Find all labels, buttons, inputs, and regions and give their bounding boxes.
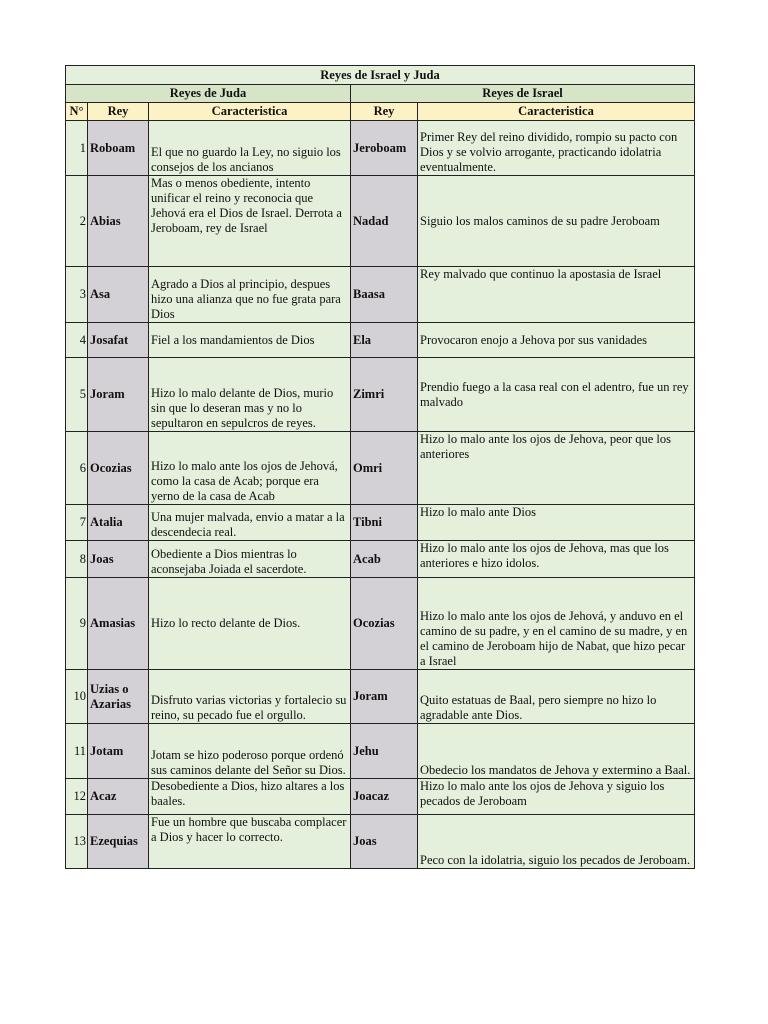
israel-king-description: Hizo lo malo ante los ojos de Jehova, peor que los anteriores xyxy=(418,432,695,505)
israel-king-description: Prendio fuego a la casa real con el adentro, fue un rey malvado xyxy=(418,358,695,432)
juda-king-name: Asa xyxy=(88,267,149,323)
row-number: 3 xyxy=(66,267,88,323)
juda-king-description: Una mujer malvada, envio a matar a la descendecia real. xyxy=(149,505,351,541)
israel-king-name: Tibni xyxy=(351,505,418,541)
row-number: 11 xyxy=(66,724,88,779)
row-number: 6 xyxy=(66,432,88,505)
israel-king-name: Baasa xyxy=(351,267,418,323)
row-number: 13 xyxy=(66,815,88,869)
israel-king-description: Hizo lo malo ante los ojos de Jehová, y anduvo en el camino de su padre, y en el camino de su madre, y en el camino de Jeroboam hijo de Nabat, que hizo pecar a Israel xyxy=(418,578,695,670)
israel-king-description: Siguio los malos caminos de su padre Jeroboam xyxy=(418,176,695,267)
juda-king-description: Disfruto varias victorias y fortalecio su reino, su pecado fue el orgullo. xyxy=(149,670,351,724)
israel-king-description: Peco con la idolatria, siguio los pecados de Jeroboam. xyxy=(418,815,695,869)
table-row xyxy=(66,121,695,176)
row-number: 8 xyxy=(66,541,88,578)
juda-king-name: Roboam xyxy=(88,121,149,176)
israel-king-name: Joram xyxy=(351,670,418,724)
juda-king-name: Jotam xyxy=(88,724,149,779)
table-row xyxy=(66,670,695,724)
kings-table xyxy=(65,65,695,869)
israel-king-name: Ela xyxy=(351,323,418,358)
juda-king-description: Desobediente a Dios, hizo altares a los baales. xyxy=(149,779,351,815)
juda-king-name: Amasias xyxy=(88,578,149,670)
row-number: 5 xyxy=(66,358,88,432)
juda-king-description: Hizo lo malo delante de Dios, murio sin que lo deseran mas y no lo sepultaron en sepulcros de reyes. xyxy=(149,358,351,432)
israel-king-description: Hizo lo malo ante los ojos de Jehova, mas que los anteriores e hizo idolos. xyxy=(418,541,695,578)
group-header-israel: Reyes de Israel xyxy=(351,85,695,103)
column-header-rey-juda: Rey xyxy=(88,103,149,121)
israel-king-description: Hizo lo malo ante los ojos de Jehova y siguio los pecados de Jeroboam xyxy=(418,779,695,815)
table-row xyxy=(66,779,695,815)
juda-king-description: Jotam se hizo poderoso porque ordenó sus caminos delante del Señor su Dios. xyxy=(149,724,351,779)
israel-king-name: Joas xyxy=(351,815,418,869)
row-number: 10 xyxy=(66,670,88,724)
table-row xyxy=(66,541,695,578)
juda-king-name: Atalia xyxy=(88,505,149,541)
israel-king-name: Zimri xyxy=(351,358,418,432)
table-row xyxy=(66,815,695,869)
group-header-juda: Reyes de Juda xyxy=(66,85,351,103)
table-row xyxy=(66,358,695,432)
table-row xyxy=(66,505,695,541)
israel-king-name: Jehu xyxy=(351,724,418,779)
juda-king-name: Joas xyxy=(88,541,149,578)
row-number: 2 xyxy=(66,176,88,267)
juda-king-name: Abias xyxy=(88,176,149,267)
israel-king-name: Jeroboam xyxy=(351,121,418,176)
table-row xyxy=(66,724,695,779)
juda-king-name: Josafat xyxy=(88,323,149,358)
row-number: 4 xyxy=(66,323,88,358)
juda-king-name: Joram xyxy=(88,358,149,432)
column-header-rey-israel: Rey xyxy=(351,103,418,121)
israel-king-description: Rey malvado que continuo la apostasia de Israel xyxy=(418,267,695,323)
row-number: 9 xyxy=(66,578,88,670)
israel-king-description: Provocaron enojo a Jehova por sus vanidades xyxy=(418,323,695,358)
juda-king-description: Hizo lo malo ante los ojos de Jehová, como la casa de Acab; porque era yerno de la casa de Acab xyxy=(149,432,351,505)
column-header-caracteristica-israel: Caracteristica xyxy=(418,103,695,121)
juda-king-description: Agrado a Dios al principio, despues hizo una alianza que no fue grata para Dios xyxy=(149,267,351,323)
juda-king-description: Obediente a Dios mientras lo aconsejaba Joiada el sacerdote. xyxy=(149,541,351,578)
israel-king-name: Joacaz xyxy=(351,779,418,815)
juda-king-name: Acaz xyxy=(88,779,149,815)
table-row xyxy=(66,267,695,323)
israel-king-description: Quito estatuas de Baal, pero siempre no hizo lo agradable ante Dios. xyxy=(418,670,695,724)
juda-king-name: Ocozias xyxy=(88,432,149,505)
table-row xyxy=(66,432,695,505)
juda-king-description: Hizo lo recto delante de Dios. xyxy=(149,578,351,670)
row-number: 7 xyxy=(66,505,88,541)
juda-king-name: Uzias o Azarias xyxy=(88,670,149,724)
israel-king-name: Omri xyxy=(351,432,418,505)
israel-king-name: Nadad xyxy=(351,176,418,267)
juda-king-name: Ezequias xyxy=(88,815,149,869)
column-header-caracteristica-juda: Caracteristica xyxy=(149,103,351,121)
table-row xyxy=(66,578,695,670)
juda-king-description: Fue un hombre que buscaba complacer a Dios y hacer lo correcto. xyxy=(149,815,351,869)
juda-king-description: Mas o menos obediente, intento unificar el reino y reconocia que Jehová era el Dios de Israel. Derrota a Jeroboam, rey de Israel xyxy=(149,176,351,267)
juda-king-description: El que no guardo la Ley, no siguio los consejos de los ancianos xyxy=(149,121,351,176)
table-title: Reyes de Israel y Juda xyxy=(66,66,695,85)
column-header-number: N° xyxy=(66,103,88,121)
israel-king-description: Primer Rey del reino dividido, rompio su pacto con Dios y se volvio arrogante, practicando idolatria eventualmente. xyxy=(418,121,695,176)
table-row xyxy=(66,176,695,267)
israel-king-name: Acab xyxy=(351,541,418,578)
israel-king-description: Obedecio los mandatos de Jehova y extermino a Baal. xyxy=(418,724,695,779)
israel-king-description: Hizo lo malo ante Dios xyxy=(418,505,695,541)
row-number: 1 xyxy=(66,121,88,176)
israel-king-name: Ocozias xyxy=(351,578,418,670)
juda-king-description: Fiel a los mandamientos de Dios xyxy=(149,323,351,358)
row-number: 12 xyxy=(66,779,88,815)
table-row xyxy=(66,323,695,358)
